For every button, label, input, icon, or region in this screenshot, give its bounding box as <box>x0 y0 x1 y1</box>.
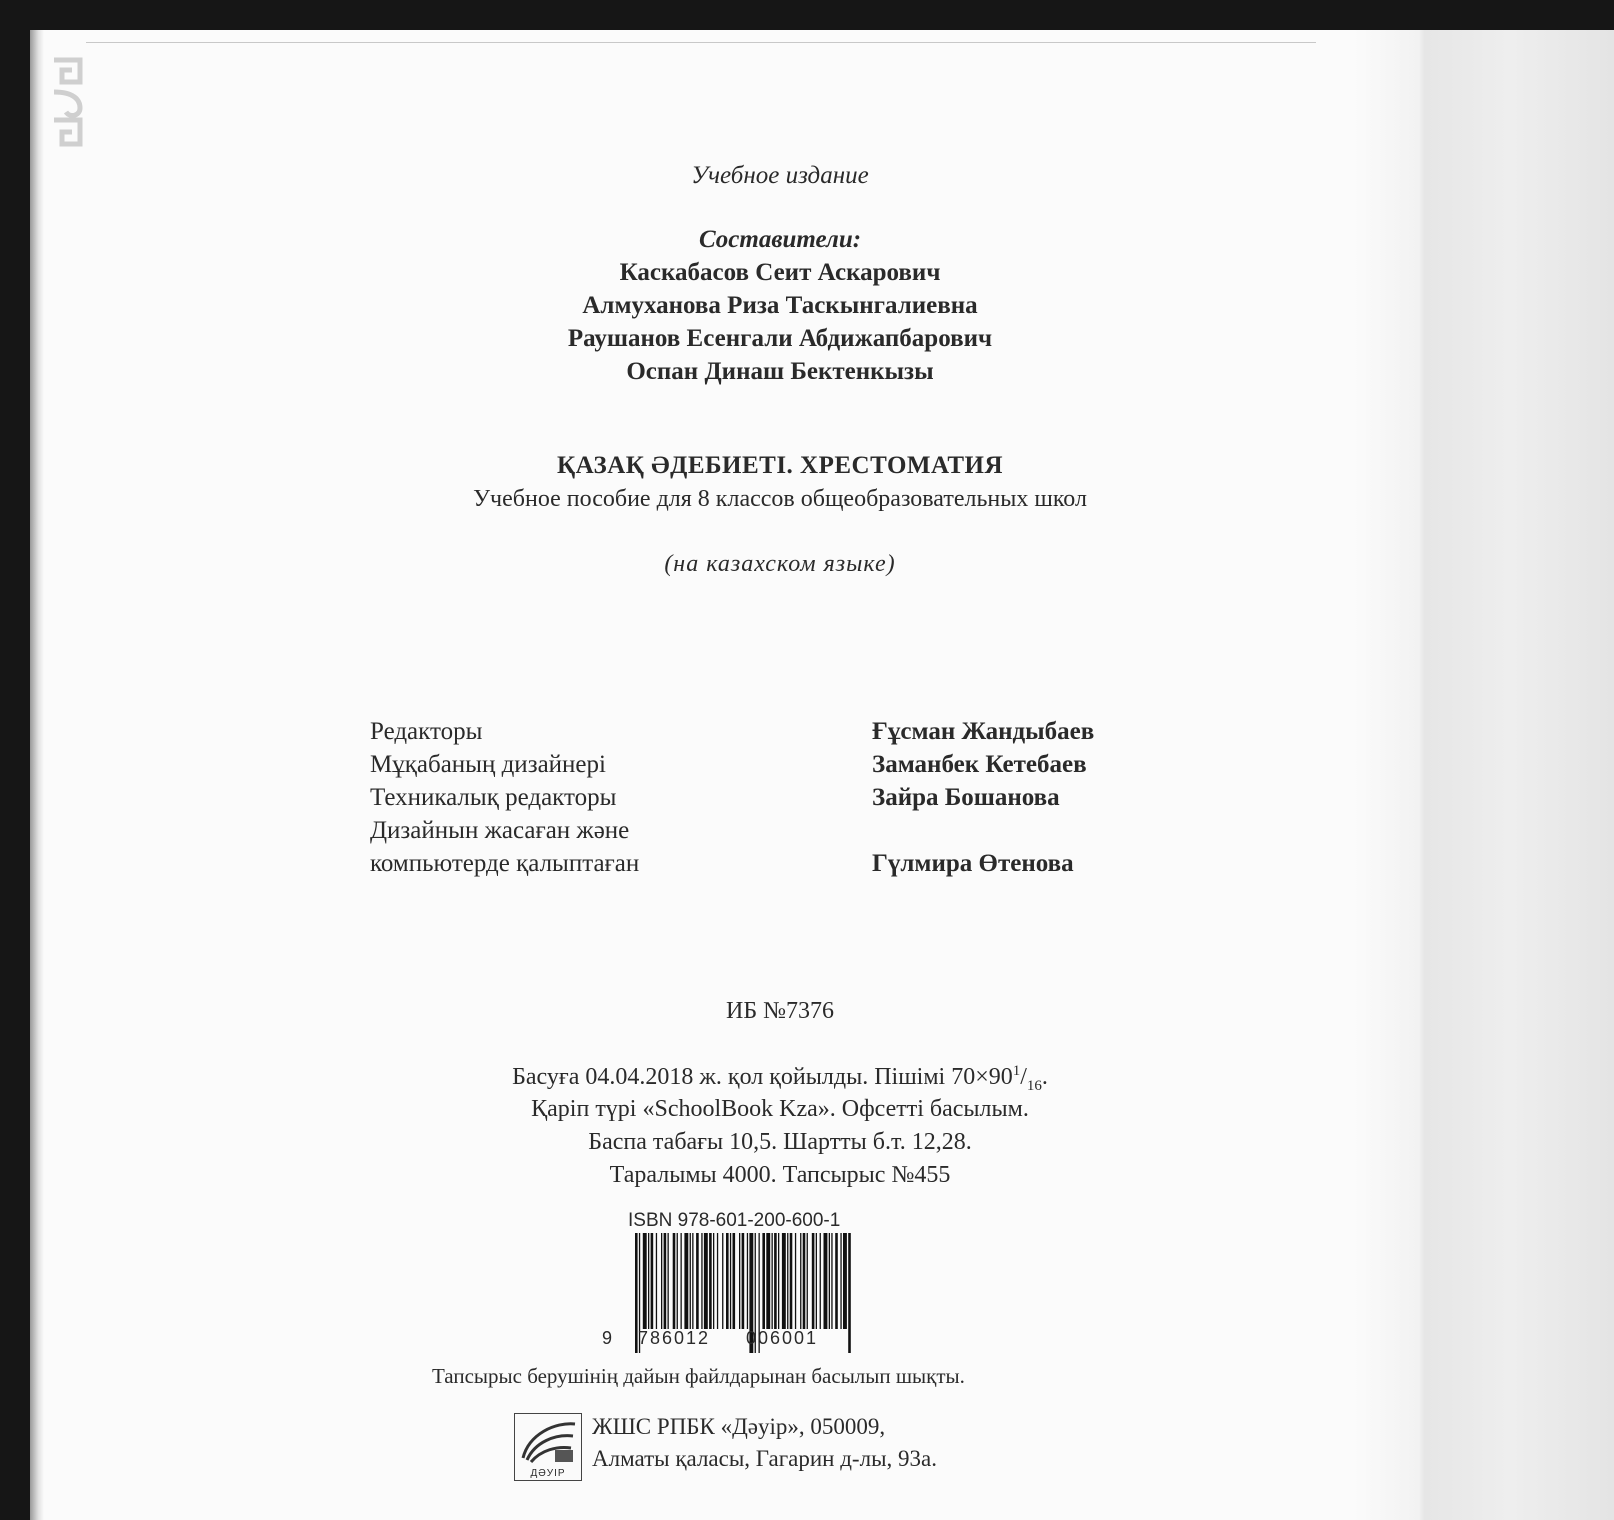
barcode-bar <box>840 1233 841 1329</box>
barcode-bar <box>733 1233 736 1329</box>
ib-number: ИБ №7376 <box>725 998 834 1024</box>
barcode-bar <box>824 1233 828 1329</box>
barcode-bar <box>812 1233 815 1329</box>
barcode-bar <box>772 1233 773 1329</box>
barcode-digits-right: 006001 <box>746 1328 819 1348</box>
publisher-line-1: ЖШС РПБК «Дәуір», 050009, <box>592 1414 886 1439</box>
compilers-label: Составители: <box>698 226 862 253</box>
barcode-bar <box>701 1233 702 1329</box>
barcode-bar <box>668 1233 669 1329</box>
compiler-name: Алмуханова Риза Таскынгалиевна <box>582 292 978 319</box>
publisher-logo-text: ДӘУІР <box>530 1468 566 1479</box>
barcode-bar <box>843 1233 847 1329</box>
credit-role: Мұқабаның дизайнері <box>370 751 606 778</box>
imprint-text: Басуға 04.04.2018 ж. қол қойылды. Пішімі 70×90 <box>512 1064 1013 1090</box>
barcode-bar <box>643 1233 647 1329</box>
barcode-bar <box>766 1233 770 1329</box>
publisher-logo-icon <box>515 1414 581 1466</box>
fraction-denominator: 16 <box>1026 1077 1042 1094</box>
compiler-name: Каскабасов Сеит Аскарович <box>619 259 941 286</box>
barcode-digits-left: 786012 <box>638 1328 711 1348</box>
barcode-bar <box>829 1233 830 1329</box>
publisher-logo <box>514 1413 582 1481</box>
barcode-bar <box>782 1233 786 1329</box>
barcode-bar <box>722 1233 723 1329</box>
barcode-bar <box>726 1233 729 1329</box>
credit-role: Дизайнын жасаған және <box>370 817 630 844</box>
book-title: ҚАЗАҚ ӘДЕБИЕТІ. ХРЕСТОМАТИЯ <box>556 452 1004 479</box>
barcode-bar <box>677 1233 678 1329</box>
imprint-line-1 <box>30 1063 1530 1095</box>
barcode-bar <box>692 1233 693 1329</box>
book-page <box>30 30 1614 1520</box>
compiler-name: Раушанов Есенгали Абдижапбарович <box>567 325 993 352</box>
credit-role: компьютерде қалыптаған <box>370 850 640 877</box>
barcode-bar <box>816 1233 817 1329</box>
credit-role: Техникалық редакторы <box>370 784 617 811</box>
barcode-bar <box>835 1233 838 1329</box>
barcode-bar <box>807 1233 808 1329</box>
barcode-digit-first: 9 <box>602 1328 613 1348</box>
publisher-line-2: Алматы қаласы, Гагарин д-лы, 93а. <box>592 1446 937 1471</box>
top-rule <box>86 42 1316 43</box>
barcode-bar <box>717 1233 718 1329</box>
isbn-label: ISBN 978-601-200-600-1 <box>628 1210 841 1231</box>
barcode-bar <box>787 1233 788 1329</box>
barcode-bar <box>831 1233 832 1329</box>
barcode-bar <box>803 1233 806 1329</box>
compiler-name: Оспан Динаш Бектенкызы <box>626 358 934 385</box>
barcode-bar <box>648 1233 649 1329</box>
barcode-bar <box>742 1233 745 1329</box>
fraction-slash: / <box>1020 1064 1027 1090</box>
barcode-bar <box>795 1233 796 1329</box>
imprint-period: . <box>1041 1064 1048 1090</box>
barcode-bar <box>651 1233 654 1329</box>
barcode-bar <box>800 1233 801 1329</box>
book-subtitle: Учебное пособие для 8 классов общеобразовательных школ <box>473 486 1087 512</box>
barcode-bar <box>681 1233 682 1329</box>
credit-role: Редакторы <box>370 718 483 745</box>
barcode-bar <box>696 1233 699 1329</box>
barcode-bar <box>739 1233 740 1329</box>
printed-note: Тапсырыс берушінің дайын файлдарынан басылып шықты. <box>432 1364 965 1388</box>
imprint-line-4: Таралымы 4000. Тапсырыс №455 <box>609 1162 951 1188</box>
barcode-bar <box>690 1233 691 1329</box>
credit-name: Гүлмира Өтенова <box>872 850 1074 877</box>
barcode-bar <box>709 1233 712 1329</box>
barcode-bar <box>704 1233 708 1329</box>
barcode-bar <box>673 1233 676 1329</box>
barcode-bar <box>848 1233 851 1353</box>
barcode-bar <box>664 1233 667 1329</box>
barcode-bar <box>684 1233 688 1329</box>
barcode-bar <box>730 1233 731 1329</box>
credit-name: Зайра Бошанова <box>872 784 1060 811</box>
credit-name: Заманбек Кетебаев <box>872 751 1087 778</box>
barcode-bar <box>790 1233 793 1329</box>
barcode-bar <box>778 1233 779 1329</box>
barcode-bar <box>762 1233 765 1329</box>
imprint-line-2: Қаріп түрі «SchoolBook Kza». Офсетті басылым. <box>531 1096 1029 1122</box>
imprint-line-3: Баспа табағы 10,5. Шартты б.т. 12,28. <box>588 1129 972 1155</box>
language-note: (на казахском языке) <box>664 551 896 577</box>
credit-name: Ғұсман Жандыбаев <box>872 718 1095 745</box>
edition-type: Учебное издание <box>691 162 869 189</box>
ornament-icon <box>44 52 90 158</box>
fraction-numerator: 1 <box>1012 1063 1021 1079</box>
barcode-bar <box>747 1233 748 1329</box>
barcode-bar <box>661 1233 662 1329</box>
barcode-bar <box>774 1233 777 1329</box>
barcode-bar <box>820 1233 821 1329</box>
barcode-bar <box>656 1233 657 1329</box>
barcode-bar <box>713 1233 714 1329</box>
